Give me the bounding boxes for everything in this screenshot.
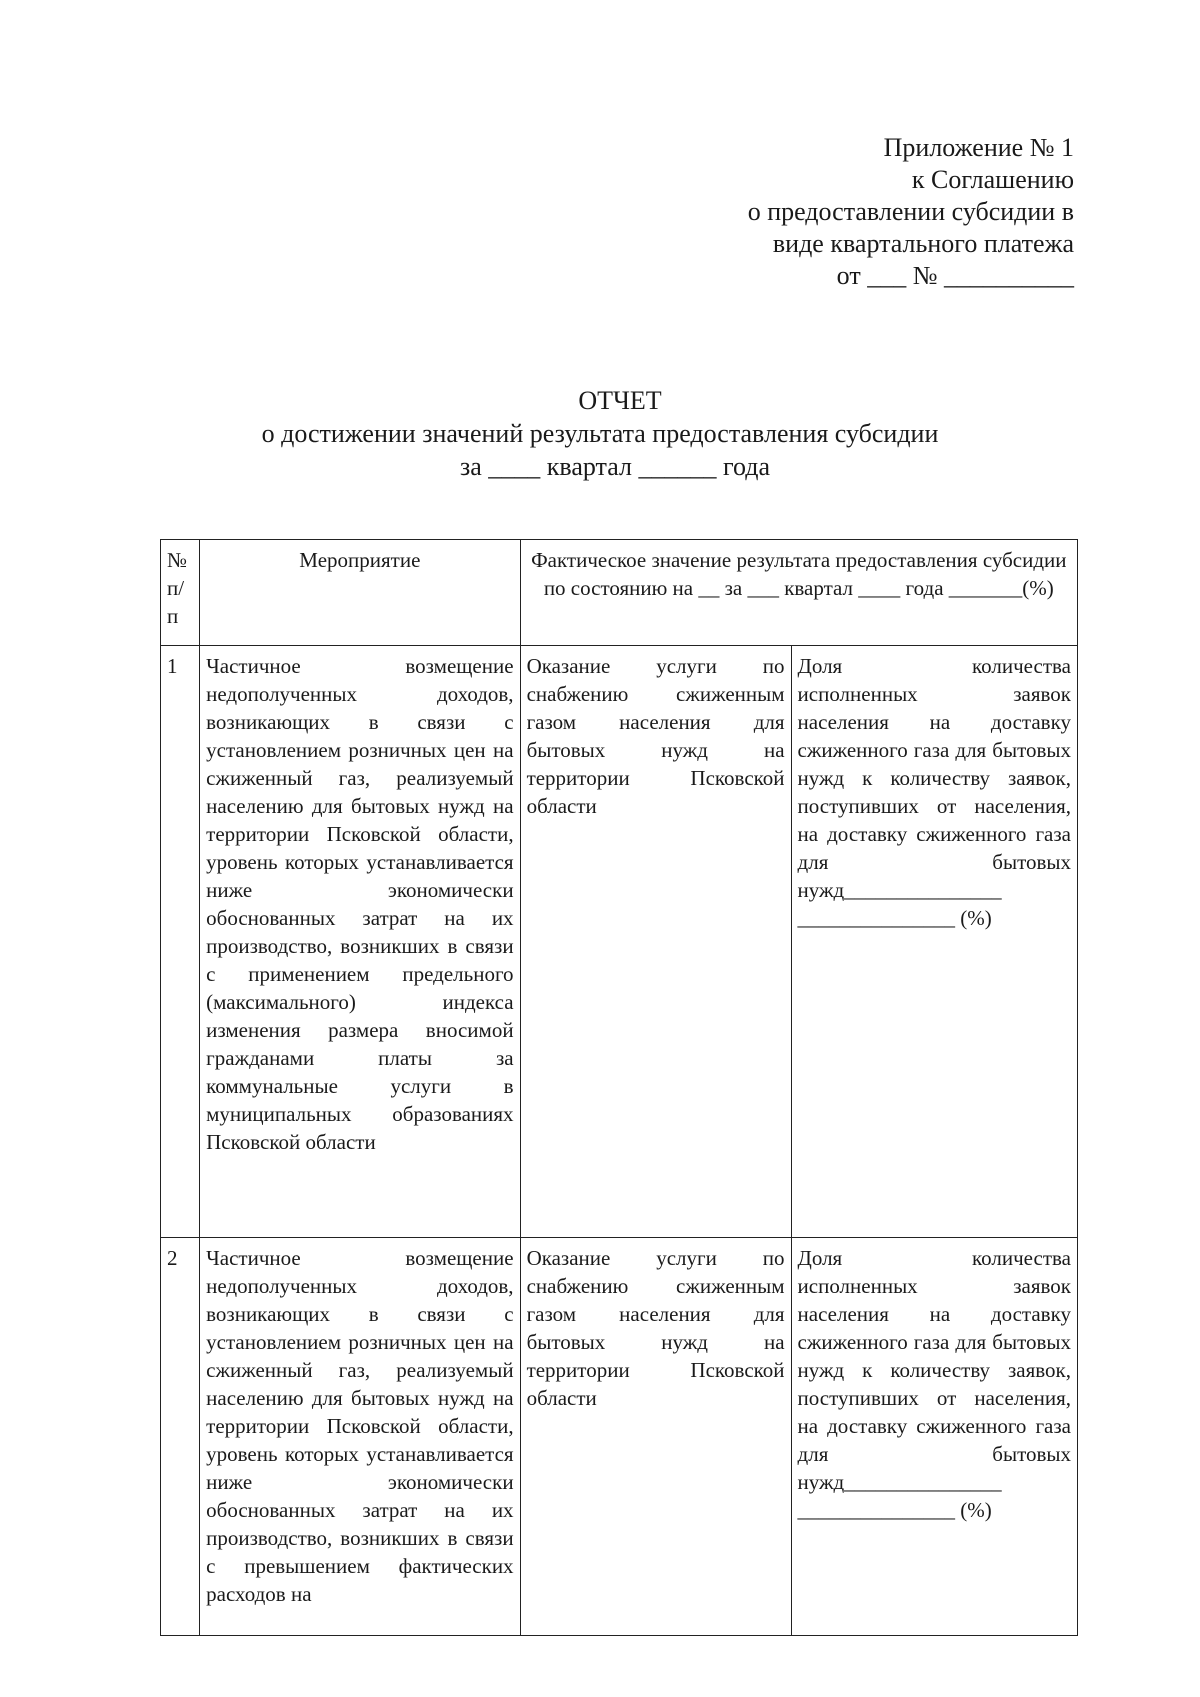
report-table (160, 539, 1078, 1636)
annex-payment-type: виде квартального платежа (772, 229, 1074, 258)
annex-subsidy: о предоставлении субсидии в (747, 197, 1074, 226)
annex-date-number: от ___ № __________ (836, 261, 1074, 290)
header-event: Мероприятие (200, 540, 520, 646)
row-number: 1 (161, 646, 200, 1238)
row-service: Оказание услуги по снабжению сжиженным газом населения для бытовых нужд на территории Псковской области (520, 1238, 791, 1636)
table-row (161, 1238, 1078, 1636)
annex-block (748, 132, 1074, 292)
table-header-row (161, 540, 1078, 646)
annex-agreement: к Соглашению (911, 165, 1074, 194)
report-subtitle: о достижении значений результата предоставления субсидии (261, 419, 939, 448)
row-event: Частичное возмещение недополученных доходов, возникающих в связи с установлением розничных цен на сжиженный газ, реализуемый населению для бытовых нужд на территории Псковской области, уровень которых устанавливается ниже экономически обоснованных затрат на их производство, возникших в связи с применением предельного (максимального) индекса изменения размера вносимой гражданами платы за коммунальные услуги в муниципальных образованиях Псковской области (200, 646, 520, 1238)
header-number: № п/п (161, 540, 200, 646)
row-service: Оказание услуги по снабжению сжиженным газом населения для бытовых нужд на территории Псковской области (520, 646, 791, 1238)
report-period: за ____ квартал ______ года (459, 452, 771, 481)
row-share: Доля количества исполненных заявок населения на доставку сжиженного газа для бытовых нужд к количеству заявок, поступивших от населения, на доставку сжиженного газа для бытовых нужд_______________ _______________ (%) (791, 1238, 1077, 1636)
row-number: 2 (161, 1238, 200, 1636)
row-event: Частичное возмещение недополученных доходов, возникающих в связи с установлением розничных цен на сжиженный газ, реализуемый населению для бытовых нужд на территории Псковской области, уровень которых устанавливается ниже экономически обоснованных затрат на их производство, возникших в связи с превышением фактических расходов на (200, 1238, 520, 1636)
report-title: ОТЧЕТ (578, 386, 662, 415)
annex-title: Приложение № 1 (883, 133, 1074, 162)
row-share: Доля количества исполненных заявок населения на доставку сжиженного газа для бытовых нужд к количеству заявок, поступивших от населения, на доставку сжиженного газа для бытовых нужд_______________ _______________ (%) (791, 646, 1077, 1238)
report-title-block (0, 384, 1200, 483)
table-row (161, 646, 1078, 1238)
header-fact-value: Фактическое значение результата предоставления субсидии по состоянию на __ за ___ квартал ____ года _______(%) (520, 540, 1077, 646)
